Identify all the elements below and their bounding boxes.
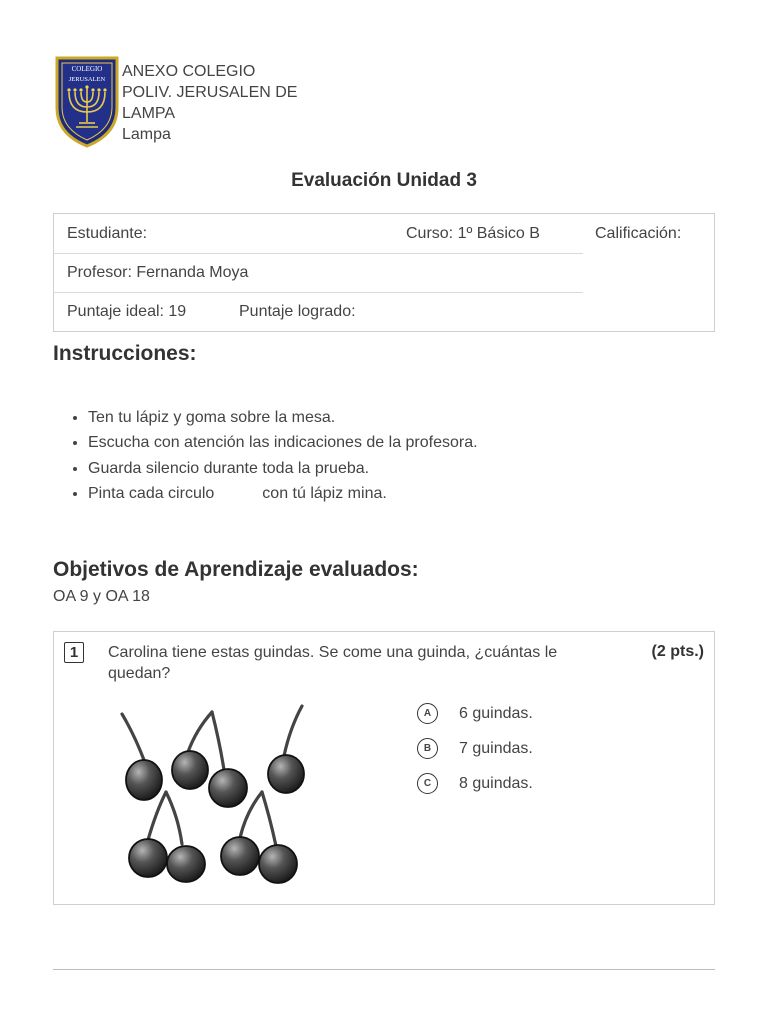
cherry xyxy=(172,751,208,789)
grade-label: Calificación: xyxy=(595,225,682,242)
list-item: • Escucha con atención las indicaciones de la profesora. xyxy=(88,430,688,455)
cherry xyxy=(209,769,247,807)
school-crest-logo xyxy=(54,56,120,148)
student-info-table xyxy=(53,213,715,332)
achieved-score-label: Puntaje logrado: xyxy=(239,303,356,320)
option-c-text: 8 guindas. xyxy=(459,775,533,792)
question-card xyxy=(53,631,715,905)
option-c[interactable] xyxy=(417,772,533,796)
question-points: (2 pts.) xyxy=(651,643,704,660)
cherry xyxy=(221,837,259,875)
list-item: • Guarda silencio durante toda la prueba. xyxy=(88,456,688,481)
instructions-list xyxy=(53,405,688,506)
option-a-text: 6 guindas. xyxy=(459,705,533,722)
option-b-text: 7 guindas. xyxy=(459,740,533,757)
instructions-heading: Instrucciones: xyxy=(53,342,197,365)
cherry xyxy=(268,755,304,793)
crest-text-top: COLEGIO xyxy=(71,65,103,73)
option-c-circle[interactable]: C xyxy=(417,773,438,794)
ideal-score-label: Puntaje ideal: 19 xyxy=(67,303,187,320)
page-title: Evaluación Unidad 3 xyxy=(291,170,477,191)
option-b-circle[interactable]: B xyxy=(417,738,438,759)
option-a[interactable] xyxy=(417,702,533,726)
school-name-line-2: POLIV. JERUSALEN DE xyxy=(122,84,298,101)
school-name-line-3: LAMPA xyxy=(122,105,176,122)
school-name-line-1: ANEXO COLEGIO xyxy=(122,63,256,80)
student-label: Estudiante: xyxy=(67,225,148,242)
teacher-label: Profesor: Fernanda Moya xyxy=(67,264,249,281)
question-text: Carolina tiene estas guindas. Se come una guinda, ¿cuántas le quedan? xyxy=(108,644,558,682)
school-name xyxy=(122,61,297,145)
footer-divider xyxy=(53,969,715,970)
course-label: Curso: 1º Básico B xyxy=(406,225,540,242)
cherry xyxy=(259,845,297,883)
cherry xyxy=(167,846,205,882)
instruction-text-part-2: con tú lápiz mina. xyxy=(262,484,387,502)
school-location: Lampa xyxy=(122,126,171,143)
option-b[interactable] xyxy=(417,737,533,761)
question-number: 1 xyxy=(64,642,84,663)
list-item: • Ten tu lápiz y goma sobre la mesa. xyxy=(88,405,688,430)
crest-text-bottom: JERUSALEN xyxy=(68,76,106,83)
cherry xyxy=(129,839,167,877)
objectives-heading: Objetivos de Aprendizaje evaluados: xyxy=(53,558,419,581)
list-item xyxy=(88,481,688,506)
option-a-circle[interactable]: A xyxy=(417,703,438,724)
cherry xyxy=(126,760,162,800)
instruction-text-part-1: Pinta cada circulo xyxy=(88,484,215,502)
objectives-text: OA 9 y OA 18 xyxy=(53,588,150,605)
cherries-illustration xyxy=(114,704,314,886)
